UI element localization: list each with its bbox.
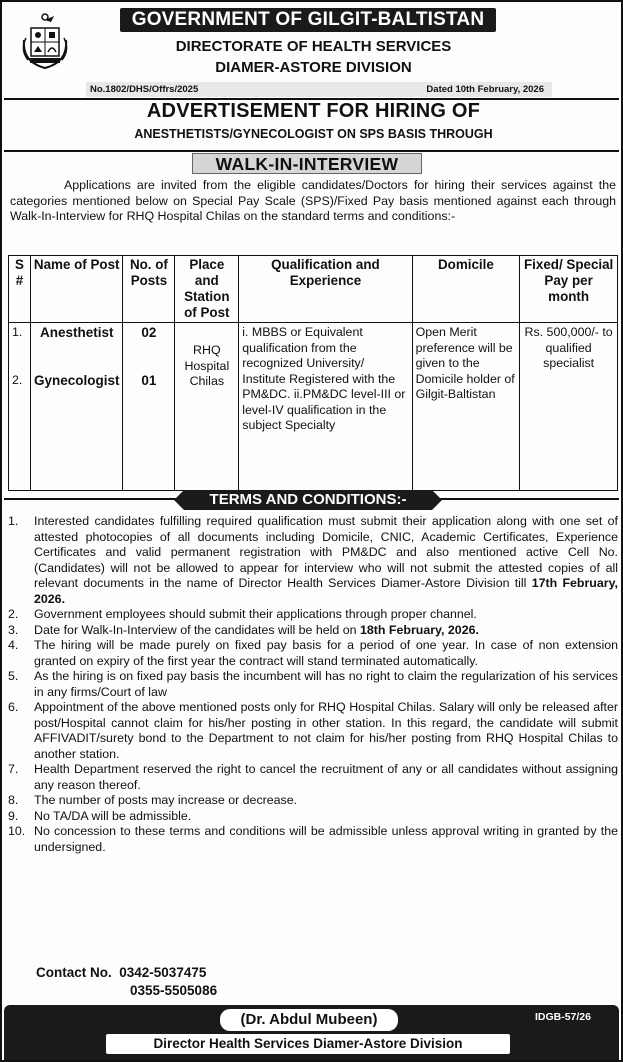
post-cell (30, 323, 123, 491)
domicile-cell: Open Merit preference will be given to the Domicile holder of Gilgit-Baltistan (412, 323, 520, 491)
header-domicile: Domicile (412, 256, 520, 323)
sno-cell (9, 323, 31, 491)
contact-block (36, 964, 217, 1000)
term-number: 3. (8, 622, 19, 637)
list-item (8, 638, 618, 669)
row-1-num: 02 (141, 325, 157, 340)
header-qualification: Qualification and Experience (239, 256, 412, 323)
term-number: 5. (8, 669, 19, 683)
term-text: Government employees should submit their applications through proper channel. (34, 607, 477, 621)
list-item (8, 809, 618, 825)
list-item (8, 700, 618, 762)
term-number: 10. (8, 824, 26, 838)
term-text: Health Department reserved the right to cancel the recruitment of any or all candidates without assigning any reason thereof. (34, 762, 618, 792)
header-sno: S # (9, 256, 31, 323)
walk-in-interview-banner: WALK-IN-INTERVIEW (192, 153, 422, 174)
signatory-name: (Dr. Abdul Mubeen) (220, 1009, 398, 1031)
term-number: 4. (8, 638, 19, 652)
header-num: No. of Posts (123, 256, 175, 323)
term-number: 2. (8, 607, 19, 621)
num-cell (123, 323, 175, 491)
intro-paragraph: Applications are invited from the eligible candidates/Doctors for hiring their services against the categories mentioned below on Special Pay Scale (SPS)/Fixed Pay basis mentioned against each through Walk-In-Interview for RHQ Hospital Chilas on the standard terms and conditions:- (10, 178, 616, 223)
header-post: Name of Post (30, 256, 123, 323)
row-2-num: 01 (141, 373, 157, 388)
term-text: Appointment of the above mentioned posts only for RHQ Hospital Chilas. Salary will only be released after post/Hospital cannot claim for his/her posting in other station. In this regard, the candidate will submit AFFIVADIT/surety bond to the Department to not claim for his/her posting from RHQ Hospital Chilas to another station. (34, 700, 618, 761)
row-2-post: Gynecologist (33, 373, 120, 388)
header-place: Place and Station of Post (175, 256, 239, 323)
terms-arrow-right-icon (432, 490, 442, 510)
qualification-cell: i. MBBS or Equivalent qualification from the recognized University/ Institute Registered with the PM&DC. ii.PM&DC level-III or level-IV qualification in the subject Specialty (239, 323, 412, 491)
advert-title: ADVERTISEMENT FOR HIRING OF (146, 100, 481, 122)
ad-code: IDGB-57/26 (534, 1011, 591, 1023)
list-item (8, 607, 618, 623)
term-text: No concession to these terms and conditions will be admissible unless approval writing in granted by the undersigned. (34, 824, 618, 854)
list-item (8, 762, 618, 793)
term-text: The number of posts may increase or decrease. (34, 793, 298, 807)
terms-title: TERMS AND CONDITIONS:- (184, 490, 432, 510)
issue-date: Dated 10th February, 2026 (426, 84, 544, 95)
term-text: Interested candidates fulfilling required qualification must submit their application along with one set of attested photocopies of all documents including Domicile, CNIC, Academic Certificates, Experience Certificates and valid permanent registration with PM&DC and also mentioned active Cell No. (Candidates) will not be allowed to appear for interview who will not submit the attested copies of all relevant documents in the name of Director Health Services Diamer-Astore Division till 17th February, 2026. (34, 514, 618, 606)
list-item (8, 669, 618, 700)
term-text: No TA/DA will be admissible. (34, 808, 192, 823)
table-row (9, 323, 618, 491)
list-item (8, 514, 618, 607)
list-item (8, 793, 618, 809)
term-number: 8. (8, 793, 19, 807)
term-text: As the hiring is on fixed pay basis the incumbent will has no right to claim the regularization of his services in any firms/Court of law (34, 669, 618, 699)
row-1-post: Anesthetist (39, 325, 114, 340)
place-cell: RHQ Hospital Chilas (175, 323, 239, 491)
contact-phone-2: 0355-5505086 (130, 983, 218, 998)
signatory-title: Director Health Services Diamer-Astore Division (106, 1034, 510, 1054)
term-text: The hiring will be made purely on fixed pay basis for a period of one year. In case of non extension granted on expiry of the first year the contract will stand terminated automatically. (34, 638, 618, 668)
reference-bar (86, 82, 552, 97)
reference-number: No.1802/DHS/Offrs/2025 (90, 84, 199, 95)
table-header-row (9, 256, 618, 323)
contact-phone-1: 0342-5037475 (119, 965, 207, 980)
pay-cell: Rs. 500,000/- to qualified specialist (520, 323, 618, 491)
advert-subtitle: ANESTHETISTS/GYNECOLOGIST ON SPS BASIS THROUGH (134, 127, 493, 141)
terms-list (8, 514, 618, 855)
term-number: 9. (8, 808, 19, 823)
list-item (8, 623, 618, 639)
term-number: 7. (8, 762, 19, 776)
contact-label: Contact No. (36, 965, 112, 980)
government-title: GOVERNMENT OF GILGIT-BALTISTAN (120, 8, 496, 32)
term-number: 1. (8, 514, 19, 528)
term-number: 6. (8, 700, 19, 714)
header-pay: Fixed/ Special Pay per month (520, 256, 618, 323)
posts-table (8, 255, 618, 491)
row-1-sno: 1. (12, 325, 23, 339)
terms-arrow-left-icon (174, 490, 184, 510)
division-title: DIAMER-ASTORE DIVISION (215, 59, 412, 76)
directorate-title: DIRECTORATE OF HEALTH SERVICES (175, 38, 452, 55)
term-text: Date for Walk-In-Interview of the candidates will be held on 18th February, 2026. (34, 622, 479, 637)
row-2-sno: 2. (12, 373, 23, 387)
list-item (8, 824, 618, 855)
